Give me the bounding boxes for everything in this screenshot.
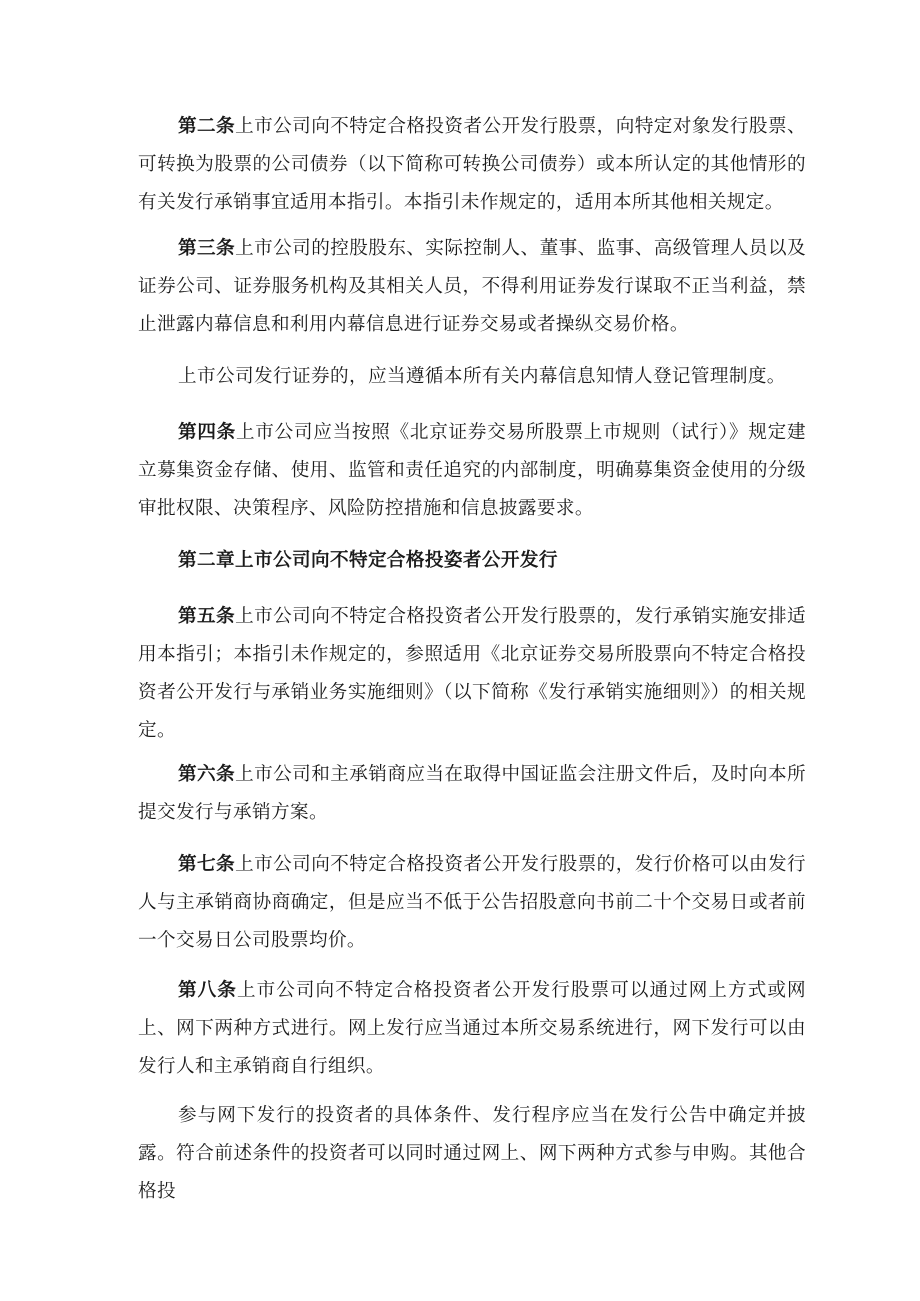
article-5-text: 上市公司向不特定合格投资者公开发行股票的，发行承销实施安排适用本指引；本指引未作规定的，参照适用《北京证券交易所股票向不特定合格投资者公开发行与承销业务实施细则》（以下简称《发行承销实施细则》）的相关规定。 — [138, 606, 806, 741]
article-6-label: 第六条 — [178, 764, 236, 785]
article-8-paragraph — [138, 972, 806, 1086]
article-2-label: 第二条 — [178, 116, 236, 137]
article-4-text: 上市公司应当按照《北京证券交易所股票上市规则（试行）》规定建立募集资金存储、使用、监管和责任追究的内部制度，明确募集资金使用的分级审批权限、决策程序、风险防控措施和信息披露要求。 — [138, 422, 806, 519]
article-2-paragraph — [138, 108, 806, 222]
article-4-label: 第四条 — [178, 422, 236, 443]
article-2-text: 上市公司向不特定合格投资者公开发行股票，向特定对象发行股票、可转换为股票的公司债券（以下简称可转换公司债券）或本所认定的其他情形的有关发行承销事宜适用本指引。本指引未作规定的，适用本所其他相关规定。 — [138, 116, 806, 213]
article-4-paragraph — [138, 414, 806, 528]
article-3-text: 上市公司的控股股东、实际控制人、董事、监事、高级管理人员以及证券公司、证券服务机构及其相关人员，不得利用证券发行谋取不正当利益，禁止泄露内幕信息和利用内幕信息进行证券交易或者操纵交易价格。 — [138, 238, 806, 335]
article-6-text: 上市公司和主承销商应当在取得中国证监会注册文件后，及时向本所提交发行与承销方案。 — [138, 764, 806, 823]
article-3-paragraph — [138, 230, 806, 344]
article-3-label: 第三条 — [178, 238, 236, 259]
article-5-label: 第五条 — [178, 606, 236, 627]
article-5-paragraph — [138, 598, 806, 750]
article-8-paragraph-2: 参与网下发行的投资者的具体条件、发行程序应当在发行公告中确定并披露。符合前述条件的投资者可以同时通过网上、网下两种方式参与申购。其他合格投 — [138, 1105, 806, 1202]
article-7-text: 上市公司向不特定合格投资者公开发行股票的，发行价格可以由发行人与主承销商协商确定，但是应当不低于公告招股意向书前二十个交易日或者前一个交易日公司股票均价。 — [138, 854, 806, 951]
article-8-text: 上市公司向不特定合格投资者公开发行股票可以通过网上方式或网上、网下两种方式进行。网上发行应当通过本所交易系统进行，网下发行可以由发行人和主承销商自行组织。 — [138, 980, 806, 1077]
article-7-paragraph — [138, 846, 806, 960]
article-3-paragraph-2: 上市公司发行证券的，应当遵循本所有关内幕信息知情人登记管理制度。 — [178, 366, 786, 387]
article-7-label: 第七条 — [178, 854, 236, 875]
article-8-label: 第八条 — [178, 980, 237, 1001]
article-6-paragraph — [138, 756, 806, 832]
chapter-2-title: 第二章上市公司向不特定合格投姿者公开发行 — [178, 550, 558, 571]
